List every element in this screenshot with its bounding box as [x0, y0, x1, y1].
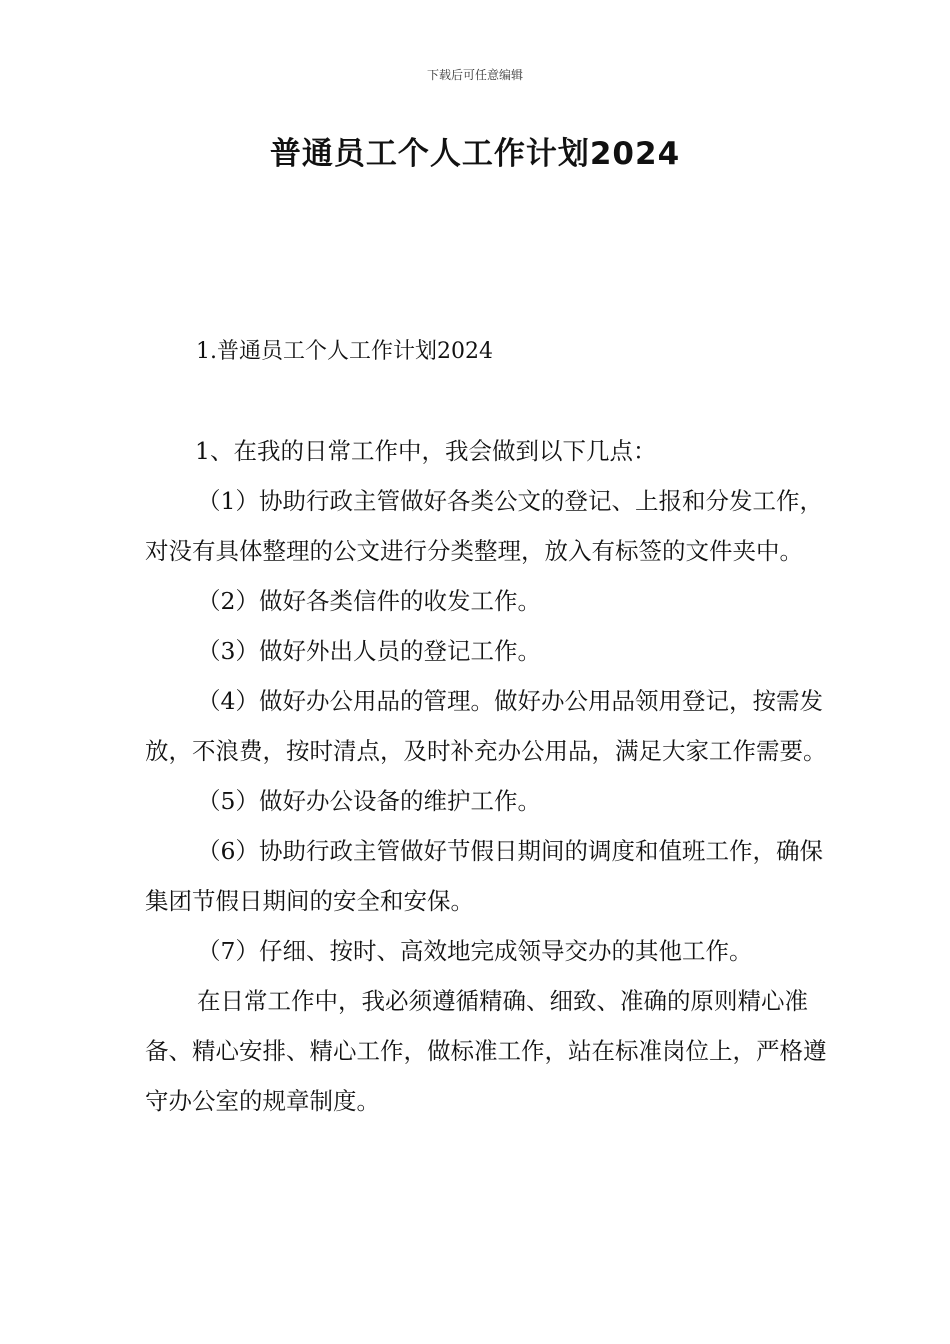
paragraph-item-4: （4）做好办公用品的管理。做好办公用品领用登记，按需发放，不浪费，按时清点，及时补充办公用品，满足大家工作需要。 — [145, 687, 827, 765]
paragraph-item-5: （5）做好办公设备的维护工作。 — [197, 787, 541, 815]
document-title: 普通员工个人工作计划2024 — [269, 136, 681, 172]
paragraph-item-2: （2）做好各类信件的收发工作。 — [197, 587, 541, 615]
paragraph-intro: 1、在我的日常工作中，我会做到以下几点： — [195, 437, 657, 465]
paragraph-item-1: （1）协助行政主管做好各类公文的登记、上报和分发工作，对没有具体整理的公文进行分类整理，放入有标签的文件夹中。 — [145, 487, 823, 565]
paragraph-item-7: （7）仔细、按时、高效地完成领导交办的其他工作。 — [197, 937, 753, 965]
paragraph-item-6: （6）协助行政主管做好节假日期间的调度和值班工作，确保集团节假日期间的安全和安保。 — [145, 837, 823, 915]
section-heading: 1.普通员工个人工作计划2024 — [196, 339, 493, 364]
header-note: 下载后可任意编辑 — [426, 68, 523, 82]
paragraph-item-3: （3）做好外出人员的登记工作。 — [197, 637, 541, 665]
paragraph-closing: 在日常工作中，我必须遵循精确、细致、准确的原则精心准备、精心安排、精心工作，做标准工作，站在标准岗位上，严格遵守办公室的规章制度。 — [145, 987, 827, 1115]
body-text — [145, 426, 830, 1126]
